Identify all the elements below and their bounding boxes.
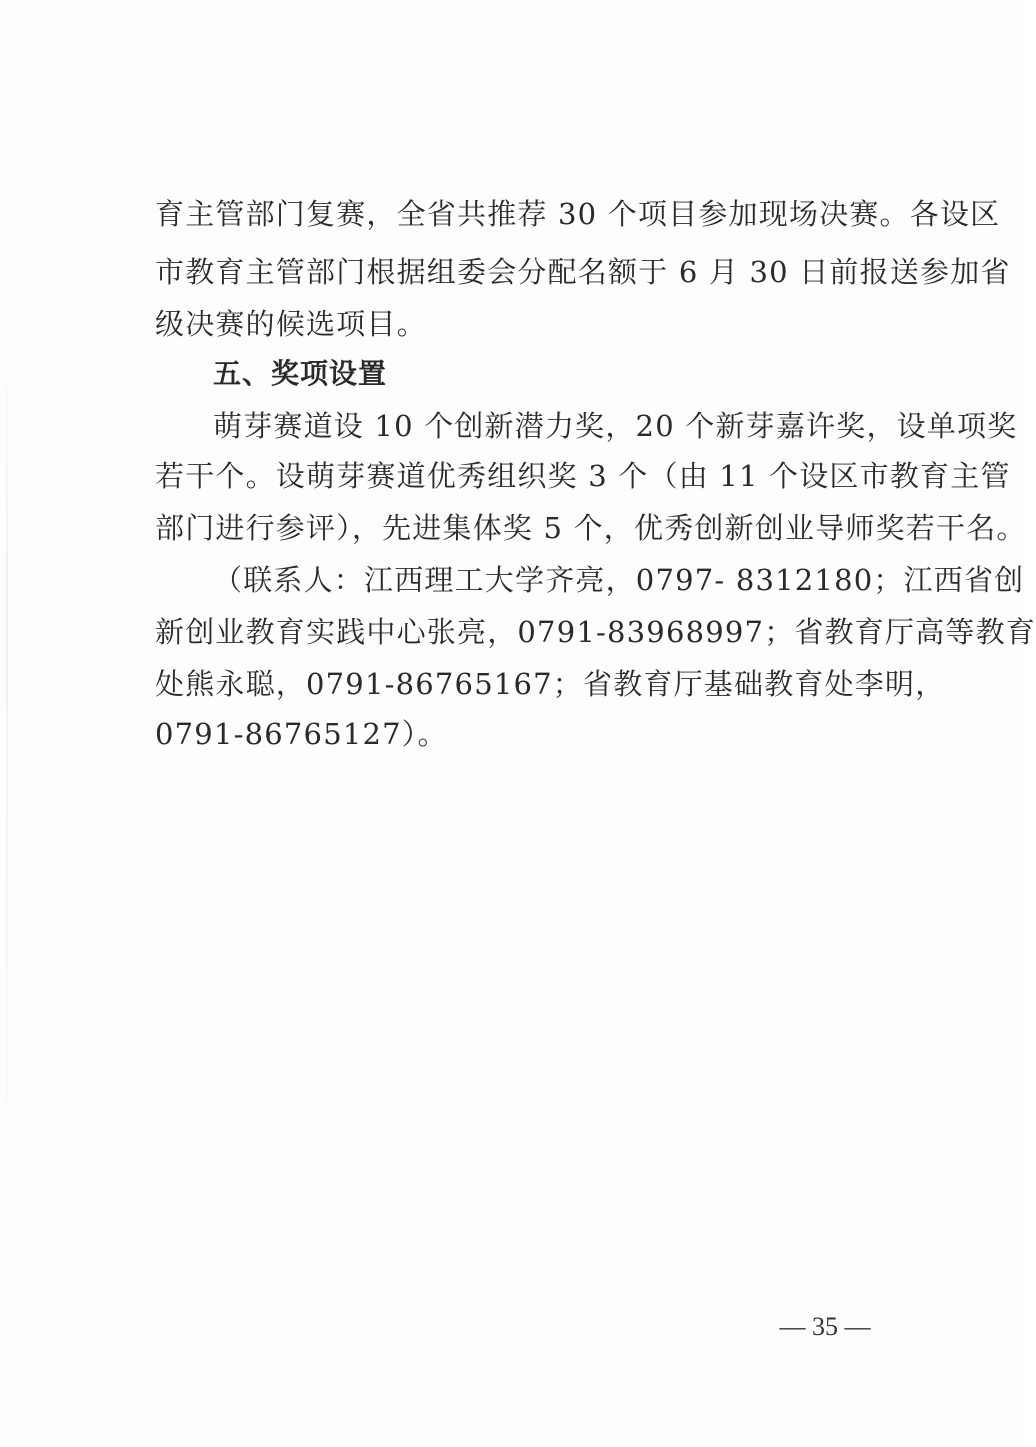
section-heading-awards: 五、奖项设置 (213, 357, 388, 390)
body-line-2: 市教育主管部门根据组委会分配名额于 6 月 30 日前报送参加省 (155, 255, 1011, 289)
body-line-3: 级决赛的候选项目。 (155, 307, 427, 341)
body-line-6: 若干个。设萌芽赛道优秀组织奖 3 个（由 11 个设区市教育主管 (155, 459, 1011, 493)
body-line-5: 萌芽赛道设 10 个创新潜力奖，20 个新芽嘉许奖，设单项奖 (213, 409, 1018, 443)
contact-line-1: （联系人：江西理工大学齐亮，0797- 8312180；江西省创 (213, 563, 1025, 597)
body-line-1: 育主管部门复赛，全省共推荐 30 个项目参加现场决赛。各设区 (155, 197, 1001, 231)
scan-edge-shadow (6, 320, 8, 1220)
page-number: — 35 — (779, 1312, 871, 1341)
body-line-7: 部门进行参评），先进集体奖 5 个，优秀创新创业导师奖若干名。 (155, 511, 1027, 545)
contact-line-3: 处熊永聪，0791-86765167；省教育厅基础教育处李明， (155, 667, 946, 701)
contact-line-4: 0791-86765127）。 (155, 717, 448, 751)
contact-line-2: 新创业教育实践中心张亮，0791-83968997；省教育厅高等教育 (155, 615, 1036, 649)
